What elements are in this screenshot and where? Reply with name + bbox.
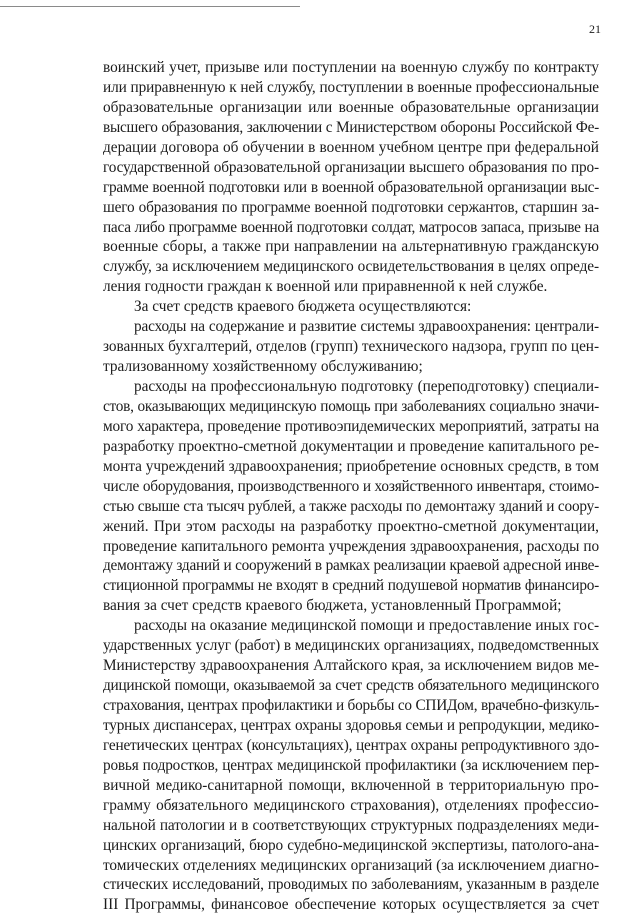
text-line-content: расходы на оказание медицинской помощи и предоставление иных гос- bbox=[134, 617, 599, 635]
text-line-content: стью свыше ста тысяч рублей, а также расходы по демонтажу зданий и соору- bbox=[103, 497, 599, 515]
text-line-content: службу, за исключением медицинского освидетельствования в целях опреде- bbox=[103, 258, 599, 276]
header-rule bbox=[0, 6, 300, 7]
page-number: 21 bbox=[589, 22, 601, 36]
text-line bbox=[103, 457, 599, 477]
text-line bbox=[103, 816, 599, 836]
text-line-content: образовательные организации или военные образовательные организации bbox=[103, 98, 599, 116]
text-line bbox=[103, 517, 599, 537]
text-line-content: ления годности граждан к военной или приравненной к ней службе. bbox=[103, 278, 548, 296]
text-line bbox=[103, 118, 599, 138]
text-line bbox=[103, 875, 599, 895]
text-line bbox=[103, 78, 599, 98]
text-line-content: За счет средств краевого бюджета осуществляются: bbox=[134, 298, 472, 316]
text-line bbox=[103, 776, 599, 796]
text-line bbox=[103, 596, 599, 616]
text-line bbox=[103, 556, 599, 576]
text-line-content: воинский учет, призыве или поступлении на военную службу по контракту bbox=[103, 59, 599, 76]
text-line bbox=[103, 357, 599, 377]
text-line bbox=[103, 497, 599, 517]
text-line bbox=[103, 277, 599, 297]
text-line bbox=[103, 856, 599, 876]
text-line bbox=[103, 138, 599, 158]
text-line bbox=[103, 58, 599, 78]
text-line-content: генетических центрах (консультациях), центрах охраны репродуктивного здо- bbox=[103, 736, 599, 754]
text-line-content: нальной патологии и в соответствующих структурных подразделениях меди- bbox=[103, 816, 599, 834]
text-line-content: дерации договора об обучении в военном учебном центре при федеральной bbox=[103, 138, 599, 156]
text-line-content: демонтажу зданий и сооружений в рамках реализации краевой адресной инве- bbox=[103, 557, 599, 575]
text-line bbox=[103, 417, 599, 437]
text-line bbox=[103, 158, 599, 178]
text-line-content: дицинской помощи, оказываемой за счет средств обязательного медицинского bbox=[103, 677, 599, 695]
text-line-content: паса либо программе военной подготовки солдат, матросов запаса, призыве на bbox=[103, 218, 599, 236]
text-line bbox=[103, 237, 599, 257]
text-line-content: монта учреждений здравоохранения; приобретение основных средств, в том bbox=[103, 457, 599, 475]
text-line-content: грамме военной подготовки или в военной образовательной организации выс- bbox=[103, 178, 599, 196]
document-body bbox=[103, 58, 599, 915]
text-line-content: ударственных услуг (работ) в медицинских организациях, подведомственных bbox=[103, 637, 599, 655]
text-line-content: вания за счет средств краевого бюджета, установленный Программой; bbox=[103, 597, 562, 615]
text-line bbox=[103, 537, 599, 557]
text-line-content: томических отделениях медицинских организаций (за исключением диагно- bbox=[103, 856, 599, 874]
text-line-content: цинских организаций, бюро судебно-медицинской экспертизы, патолого-ана- bbox=[103, 836, 599, 854]
text-line bbox=[103, 676, 599, 696]
text-line bbox=[103, 297, 599, 317]
text-line bbox=[103, 178, 599, 198]
text-line bbox=[103, 317, 599, 337]
text-line-content: стиционной программы не входят в средний подушевой норматив финансиро- bbox=[103, 577, 599, 595]
text-line bbox=[103, 616, 599, 636]
text-line-content: III Программы, финансовое обеспечение которых осуществляется за счет bbox=[103, 896, 599, 914]
text-line bbox=[103, 198, 599, 218]
text-line-content: жений. При этом расходы на разработку проектно-сметной документации, bbox=[103, 517, 599, 535]
text-line bbox=[103, 716, 599, 736]
text-line bbox=[103, 477, 599, 497]
text-line bbox=[103, 337, 599, 357]
text-line bbox=[103, 636, 599, 656]
text-line bbox=[103, 796, 599, 816]
text-line bbox=[103, 836, 599, 856]
text-line-content: ровья подростков, центрах медицинской профилактики (за исключением пер- bbox=[103, 756, 599, 774]
text-line bbox=[103, 696, 599, 716]
text-line-content: вичной медико-санитарной помощи, включенной в территориальную про- bbox=[103, 776, 599, 794]
text-line-content: грамму обязательного медицинского страхования), отделениях профессио- bbox=[103, 796, 599, 814]
text-line bbox=[103, 895, 599, 915]
text-line bbox=[103, 218, 599, 238]
text-line bbox=[103, 377, 599, 397]
text-line-content: высшего образования, заключении с Министерством обороны Российской Фе- bbox=[103, 118, 599, 136]
text-line-content: зованных бухгалтерий, отделов (групп) технического надзора, групп по цен- bbox=[103, 338, 599, 356]
text-line-content: государственной образовательной организации высшего образования по про- bbox=[103, 158, 599, 176]
text-line-content: турных диспансерах, центрах охраны здоровья семьи и репродукции, медико- bbox=[103, 716, 599, 734]
text-line bbox=[103, 397, 599, 417]
text-line-content: или приравненную к ней службу, поступлении в военные профессиональные bbox=[103, 78, 599, 96]
text-line bbox=[103, 736, 599, 756]
text-line-content: стов, оказывающих медицинскую помощь при заболеваниях социально значи- bbox=[103, 397, 599, 415]
text-line-content: проведение капитального ремонта учреждения здравоохранения, расходы по bbox=[103, 537, 599, 555]
text-line bbox=[103, 656, 599, 676]
text-line bbox=[103, 98, 599, 118]
text-line-content: трализованному хозяйственному обслуживанию; bbox=[103, 358, 423, 376]
text-line-content: страхования, центрах профилактики и борьбы со СПИДом, врачебно-физкуль- bbox=[103, 697, 599, 714]
text-line-content: разработку проектно-сметной документации и проведение капитального ре- bbox=[103, 437, 599, 455]
text-line bbox=[103, 257, 599, 277]
text-line-content: военные сборы, а также при направлении на альтернативную гражданскую bbox=[103, 238, 599, 256]
text-line-content: шего образования по программе военной подготовки сержантов, старшин за- bbox=[103, 198, 599, 216]
text-line-content: Министерству здравоохранения Алтайского края, за исключением видов ме- bbox=[103, 657, 599, 675]
text-line bbox=[103, 576, 599, 596]
text-line-content: расходы на профессиональную подготовку (переподготовку) специали- bbox=[134, 378, 599, 395]
text-line-content: числе оборудования, производственного и хозяйственного инвентаря, стоимо- bbox=[103, 477, 599, 495]
text-line bbox=[103, 756, 599, 776]
text-line-content: расходы на содержание и развитие системы здравоохранения: централи- bbox=[134, 318, 599, 336]
text-line-content: стических исследований, проводимых по заболеваниям, указанным в разделе bbox=[103, 876, 599, 894]
text-line-content: мого характера, проведение противоэпидемических мероприятий, затраты на bbox=[103, 417, 599, 435]
text-line bbox=[103, 437, 599, 457]
